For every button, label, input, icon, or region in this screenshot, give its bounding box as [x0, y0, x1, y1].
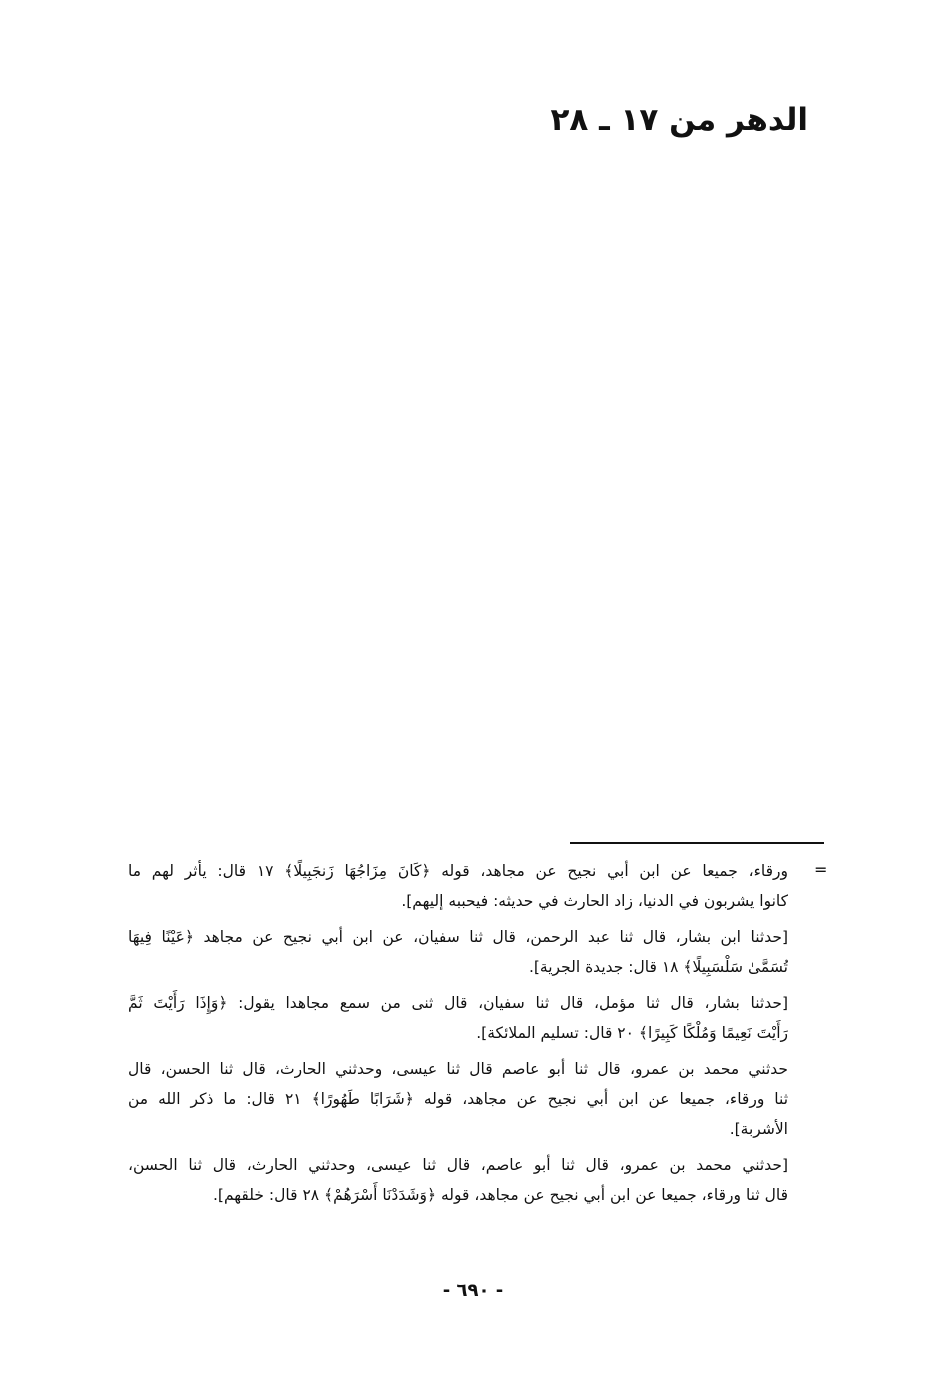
- footnote-line: [حدثنا بشار، قال ثنا مؤمل، قال ثنا سفيان، قال ثنى من سمع مجاهدا يقول: ﴿وَإِذَا رَأَيْتَ ثَمَّ: [128, 994, 788, 1012]
- footnote-line: قال ثنا ورقاء، جميعا عن ابن أبي نجيح عن مجاهد، قوله ﴿وَشَدَدْنَا أَسْرَهُمْ﴾ ٢٨ قال: خلقهم].: [213, 1186, 788, 1204]
- page-title: الدهر من ١٧ ـ ٢٨: [550, 102, 808, 138]
- footnote-line: [حدثني محمد بن عمرو، قال ثنا أبو عاصم، قال ثنا عيسى، وحدثني الحارث، قال ثنا الحسن،: [128, 1156, 788, 1174]
- footnote-line: رَأَيْتَ نَعِيمًا وَمُلْكًا كَبِيرًا﴾ ٢٠ قال: تسليم الملائكة].: [476, 1024, 788, 1042]
- footnote-line: تُسَمَّىٰ سَلْسَبِيلًا﴾ ١٨ قال: جديدة الجرية].: [528, 958, 788, 976]
- footnote-line: كانوا يشربون في الدنيا، زاد الحارث في حديثه: فيحببه إليهم].: [401, 892, 788, 910]
- continuation-mark: =: [814, 860, 828, 879]
- footnote-line: ورقاء، جميعا عن ابن أبي نجيح عن مجاهد، قوله ﴿كَانَ مِزَاجُهَا زَنجَبِيلًا﴾ ١٧ قال: يأثر لهم ما: [128, 862, 788, 880]
- footnote-separator: [570, 842, 824, 844]
- footnote-line: [حدثنا ابن بشار، قال ثنا عبد الرحمن، قال ثنا سفيان، عن ابن أبي نجيح عن مجاهد ﴿عَيْنًا فِيهَا: [128, 928, 788, 946]
- footnotes: [128, 856, 788, 1210]
- footnote-line: ثنا ورقاء، جميعا عن ابن أبي نجيح عن مجاهد، قوله ﴿شَرَابًا طَهُورًا﴾ ٢١ قال: ما ذكر الله من: [128, 1090, 788, 1108]
- page-number: - ٦٩٠ -: [442, 1280, 504, 1301]
- footnote-line: حدثني محمد بن عمرو، قال ثنا أبو عاصم قال ثنا عيسى، وحدثني الحارث، قال ثنا الحسن، قال: [128, 1060, 788, 1078]
- footnote-line: الأشربة].: [729, 1120, 788, 1138]
